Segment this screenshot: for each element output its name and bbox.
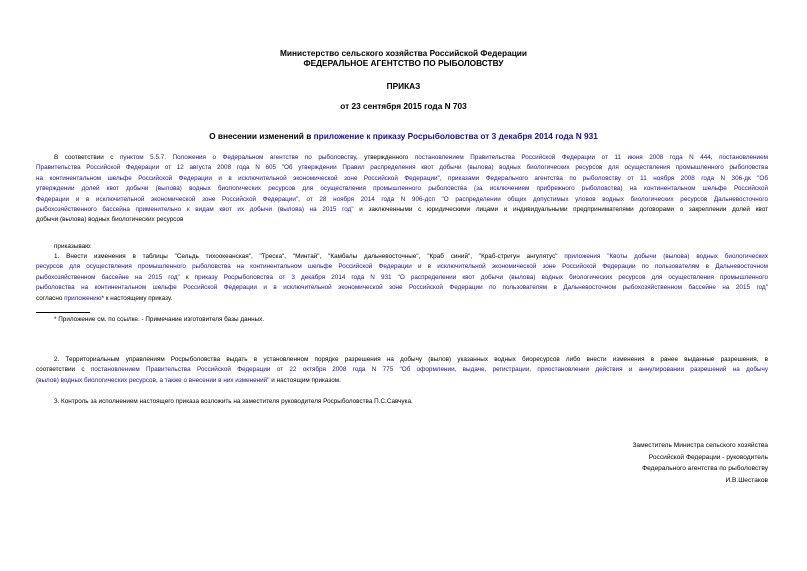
signatory-position-line-3: Федерального агентства по рыболовству xyxy=(642,465,768,472)
preamble-line xyxy=(36,215,768,225)
government-decree-605-link[interactable]: на континентальном шельфе Российской Федерации и в исключительной экономической зоне Российской Федерации" xyxy=(36,174,440,182)
regulation-link[interactable]: пунктом 5.5.7. Положения о Федеральном агентстве по рыболовству xyxy=(119,154,356,161)
order-931-link[interactable]: приказу Росрыболовства от 3 декабря 2014 года N 931 "О распределении квот добычи (вылова) водных биологических ресурсов для осуществления промышленного xyxy=(194,273,768,281)
government-decree-605-link[interactable]: Правительства Российской Федерации от 12 августа 2008 года N 605 "Об утверждении Правил распределения квот добычи (вылова) водных биологических ресурсов для осуществления промышленного рыболовства xyxy=(36,164,768,172)
preamble-paragraph xyxy=(36,153,768,226)
preamble-line xyxy=(36,163,768,173)
footnote-separator xyxy=(36,312,90,313)
signatory-name: И.В.Шестаков xyxy=(725,476,768,484)
item-2-text: соответствии с xyxy=(36,366,91,374)
preamble-text: добычи (вылова) водных биологических ресурсов xyxy=(36,216,184,224)
item-1-line xyxy=(36,262,768,272)
item-2-line xyxy=(36,365,768,375)
preamble-text: , утвержденного xyxy=(355,154,415,161)
preamble-text: В соответствии с xyxy=(54,154,120,161)
quota-appendix-link[interactable]: рыбохозяйственном бассейне на 2015 год" xyxy=(36,273,180,281)
item-1-text: согласно xyxy=(36,294,65,302)
item-1-text: * к настоящему приказу. xyxy=(101,294,173,302)
footnote: * Приложение см. по ссылке. - Примечание изготовителя базы данных. xyxy=(54,316,265,323)
item-2-line xyxy=(36,355,768,365)
signatory-position-line-2: Российской Федерации - руководитель xyxy=(648,453,768,461)
agency-order-306-link[interactable]: утверждении долей квот добычи (вылова) водных биологических ресурсов для осуществления промышленного рыболовства (за исключением прибрежного рыболовства) на континентальном шельфе Российской xyxy=(36,185,768,193)
item-1-line xyxy=(36,273,768,283)
preamble-line xyxy=(36,174,768,184)
agency-order-906-link[interactable]: рыбохозяйственного бассейна применительно к видам квот их добычи (вылова) на 2015 год" xyxy=(36,205,354,213)
government-decree-775-link[interactable]: постановлением Правительства Российской Федерации от 22 октября 2008 года N 775 "Об оформлении, выдаче, регистрации, приостановлении действия и аннулировании разрешений на добычу xyxy=(90,366,768,374)
agency-order-306-link[interactable]: Федерации и в исключительной экономической зоне Российской Федерации" xyxy=(36,195,299,203)
document-date: от 23 сентября 2015 года N 703 xyxy=(340,101,467,111)
government-decree-775-link[interactable]: (вылов) водных биологических ресурсов, а также о внесении в них изменений" xyxy=(36,376,270,384)
government-decree-605-link[interactable]: , постановлением xyxy=(710,154,768,161)
item-1-line xyxy=(36,252,768,262)
title-prefix: О внесении изменений в xyxy=(209,131,314,141)
preamble-line xyxy=(36,205,768,215)
title-link[interactable]: приложение к приказу Росрыболовства от 3 декабря 2014 года N 931 xyxy=(313,131,598,141)
preamble-line xyxy=(36,195,768,205)
agency-name: ФЕДЕРАЛЬНОЕ АГЕНТСТВО ПО РЫБОЛОВСТВУ xyxy=(303,58,504,68)
signatory-position-line-1: Заместитель Министра сельского хозяйства xyxy=(632,442,768,449)
item-1-text: к xyxy=(179,273,195,281)
item-2-text: и настоящим приказом. xyxy=(269,376,341,384)
preamble-line xyxy=(36,184,768,194)
signature-block xyxy=(632,440,768,486)
item-1-line xyxy=(36,283,768,293)
preamble-line xyxy=(36,153,768,163)
item-1-line xyxy=(36,294,768,304)
appendix-link[interactable]: приложению xyxy=(64,294,102,302)
item-2-text: 2. Территориальным управлениям Росрыболовства выдать в установленном порядке разрешения на добычу (вылов) указанных водных биоресурсов либо внести изменения в ранее выданные разрешения, в xyxy=(54,356,768,363)
preamble-text: , xyxy=(298,195,307,203)
agency-order-906-link[interactable]: от 28 ноября 2014 года N 906-дсп "О распределении общих допустимых уловов водных биологических ресурсов Дальневосточного xyxy=(306,195,768,203)
item-3-text: 3. Контроль за исполнением настоящего приказа возложить на заместителя руководителя Росрыболовства П.С.Савчука. xyxy=(54,398,413,405)
preamble-text: и заключенными с юридическими лицами и индивидуальными предпринимателями договорами о закреплении долей квот xyxy=(353,205,768,213)
item-2-line xyxy=(36,376,768,386)
item-1-text: 1. Внести изменения в таблицы "Сельдь тихоокеанская", "Треска", "Минтай", "Камбалы дальневосточные", "Краб синий", "Краб-стригун ангулятус" xyxy=(54,253,565,260)
order-word: приказываю: xyxy=(54,243,92,250)
document-type: ПРИКАЗ xyxy=(386,81,421,91)
quota-appendix-link[interactable]: приложения "Квоты добычи (вылова) водных биологических xyxy=(564,253,768,260)
item-2-paragraph xyxy=(36,355,768,386)
quota-appendix-link[interactable]: ресурсов для осуществления промышленного рыболовства на континентальном шельфе Российской Федерации и в исключительной экономической зоне Российской Федерации по пользователям в Дальневосточном xyxy=(36,263,768,271)
government-decree-444-link[interactable]: постановлением Правительства Российской Федерации от 11 июня 2008 года N 444 xyxy=(414,154,711,161)
ministry-name: Министерство сельского хозяйства Российской Федерации xyxy=(280,48,527,58)
order-931-link[interactable]: рыболовства на континентальном шельфе Российской Федерации и в исключительной экономической зоне Российской Федерации по пользователям в Дальневосточном рыбохозяйственном бассейне на 2015 год" xyxy=(36,284,768,292)
item-1-paragraph xyxy=(36,252,768,304)
preamble-text: , xyxy=(439,174,449,182)
agency-order-306-link[interactable]: приказами Федерального агентства по рыболовству от 11 ноября 2008 года N 306-дк "Об xyxy=(448,174,768,182)
document-title xyxy=(0,131,807,141)
